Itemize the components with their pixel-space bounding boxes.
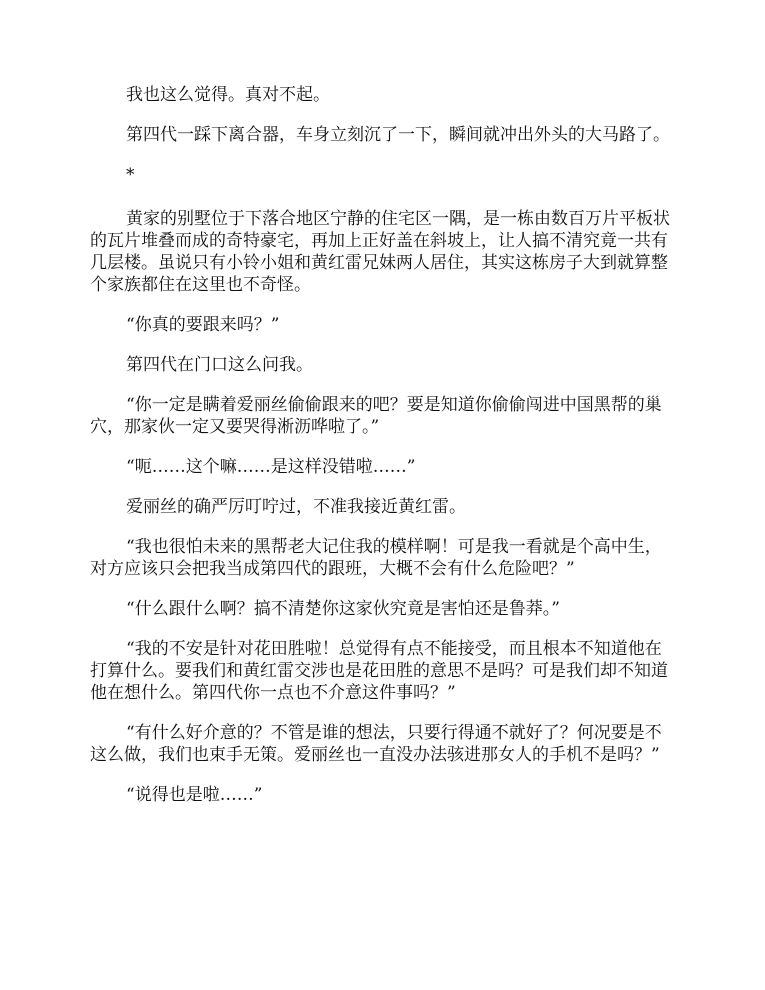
- paragraph: 第四代在门口这么问我。: [126, 355, 313, 375]
- paragraph: “说得也是啦……”: [126, 785, 263, 805]
- paragraph: “有什么好介意的？不管是谁的想法，只要行得通不就好了？何况要是不这么做，我们也束手无策。爱丽丝也一直没办法骇进那女人的手机不是吗？”: [90, 723, 662, 765]
- paragraph: “什么跟什么啊？搞不清楚你这家伙究竟是害怕还是鲁莽。”: [126, 599, 560, 619]
- paragraph: 第四代一踩下离合器，车身立刻沉了一下，瞬间就冲出外头的大马路了。: [126, 125, 670, 145]
- paragraph: “我的不安是针对花田胜啦！总觉得有点不能接受，而且根本不知道他在打算什么。要我们和黄红雷交涉也是花田胜的意思不是吗？可是我们却不知道他在想什么。第四代你一点也不介意这件事吗？”: [90, 639, 668, 703]
- section-separator: *: [126, 165, 135, 185]
- paragraph: “我也很怕未来的黑帮老大记住我的模样啊！可是我一看就是个高中生，对方应该只会把我当成第四代的跟班，大概不会有什么危险吧？”: [90, 537, 662, 579]
- paragraph: 爱丽丝的确严厉叮咛过，不准我接近黄红雷。: [126, 497, 466, 517]
- document-page: [90, 84, 675, 824]
- paragraph: “你一定是瞒着爱丽丝偷偷跟来的吧？要是知道你偷偷闯进中国黑帮的巢穴，那家伙一定又要哭得淅沥哗啦了。”: [90, 395, 662, 437]
- paragraph: 我也这么觉得。真对不起。: [126, 85, 330, 105]
- paragraph: “你真的要跟来吗？”: [126, 315, 280, 335]
- paragraph: 黄家的别墅位于下落合地区宁静的住宅区一隅，是一栋由数百万片平板状的瓦片堆叠而成的奇特豪宅，再加上正好盖在斜坡上，让人搞不清究竟一共有几层楼。虽说只有小铃小姐和黄红雷兄妹两人居住，其实这栋房子大到就算整个家族都住在这里也不奇怪。: [90, 209, 670, 295]
- paragraph: “呃……这个嘛……是这样没错啦……”: [126, 457, 416, 477]
